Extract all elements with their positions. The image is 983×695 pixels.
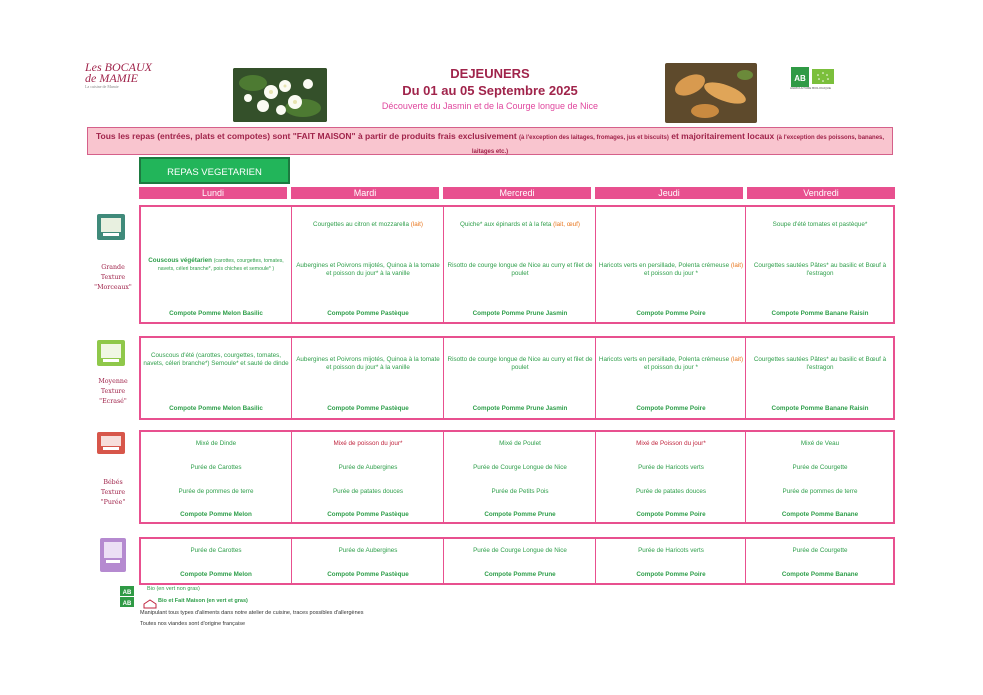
grande-vendredi-compote: Compote Pomme Banane Raisin (771, 310, 869, 317)
bebes-mercredi-cell (443, 432, 596, 522)
company-logo (85, 62, 155, 89)
bebes-mercredi-compote: Compote Pomme Prune (484, 511, 556, 518)
mini-mercredi-cell (443, 539, 596, 583)
house-icon (143, 596, 157, 606)
jasmin-photo (233, 68, 327, 122)
banner-note-a: (à l'exception des laitages, fromages, jus et biscuits) (519, 135, 669, 141)
bebes-jeudi-legume: Purée de Haricots verts (638, 464, 704, 471)
mini-mardi-legume: Purée de Aubergines (338, 547, 398, 554)
bebes-lundi-legume: Purée de Carottes (190, 464, 242, 471)
bebes-texture-icon (97, 432, 125, 454)
grande-label-line2: Texture (100, 274, 126, 281)
bebes-lundi-compote: Compote Pomme Melon (180, 511, 252, 518)
legend-bio: Bio (en vert non gras) (147, 586, 200, 592)
grande-jeudi-plat-a: Haricots verts en persillade, Polenta crémeuse (598, 262, 730, 269)
mini-lundi-cell (141, 539, 291, 583)
bebes-vendredi-compote: Compote Pomme Banane (781, 511, 859, 518)
moyenne-vendredi-plat: Courgettes sautées Pâtes* au basilic et Bœuf à l'estragon (753, 356, 887, 371)
page-title: DEJEUNERS (450, 66, 530, 81)
mini-vendredi-compote: Compote Pomme Banane (781, 571, 859, 578)
bio-logo (790, 66, 836, 90)
bebes-mardi-feculent: Purée de patates douces (332, 488, 404, 495)
bio-logo-caption: AGRICULTURE BIOLOGIQUE (790, 86, 831, 90)
grande-jeudi-cell (595, 207, 746, 322)
bebes-label-line3: "Purée" (100, 499, 126, 506)
mini-jeudi-cell (595, 539, 746, 583)
legend-allergens: Manipulant tous types d'aliments dans notre atelier de cuisine, traces possibles d'allergènes (140, 610, 364, 616)
fait-maison-banner (87, 127, 893, 155)
bebes-mercredi-proteine: Mixé de Poulet (499, 440, 541, 447)
moyenne-jeudi-plat (598, 356, 744, 372)
grande-mardi-cell (291, 207, 444, 322)
day-header-lundi: Lundi (139, 187, 287, 199)
bebes-vendredi-legume: Purée de Courgette (792, 464, 848, 471)
mini-texture-block (139, 537, 895, 585)
bebes-label-line2: Texture (100, 489, 126, 496)
bebes-jeudi-proteine: Mixé de Poisson du jour* (636, 440, 706, 447)
bebes-mardi-legume: Purée de Aubergines (338, 464, 398, 471)
grande-mardi-entree-text: Courgettes au citron et mozzarella (313, 221, 409, 228)
grande-texture-label (83, 263, 143, 293)
bebes-texture-block (139, 430, 895, 524)
bebes-vendredi-cell (745, 432, 894, 522)
moyenne-jeudi-cell (595, 338, 746, 418)
legend-origin: Toutes nos viandes sont d'origine française (140, 621, 246, 627)
grande-mercredi-entree-text: Quiche* aux épinards et à la feta (459, 221, 552, 228)
courge-photo (665, 63, 757, 123)
moyenne-mardi-cell (291, 338, 444, 418)
mini-lundi-legume: Purée de Carottes (190, 547, 242, 554)
grande-lundi-cell (141, 207, 291, 322)
svg-text:AB: AB (122, 590, 132, 596)
moyenne-mercredi-plat: Risotto de courge longue de Nice au curry et filet de poulet (447, 356, 593, 371)
bebes-vendredi-proteine: Mixé de Veau (800, 440, 840, 447)
bebes-jeudi-cell (595, 432, 746, 522)
grande-lundi-plat-main: Couscous végétarien (148, 257, 212, 264)
grande-lundi-compote: Compote Pomme Melon Basilic (169, 310, 263, 317)
grande-mercredi-plat: Risotto de courge longue de Nice au curry et filet de poulet (447, 262, 593, 277)
moyenne-vendredi-cell (745, 338, 894, 418)
menu-title-block (330, 66, 650, 113)
date-range: Du 01 au 05 Septembre 2025 (402, 83, 578, 98)
bebes-mercredi-feculent: Purée de Petits Pois (491, 488, 549, 495)
bebes-mercredi-legume: Purée de Courge Longue de Nice (473, 464, 567, 471)
grande-mercredi-compote: Compote Pomme Prune Jasmin (472, 310, 568, 317)
grande-label-line1: Grande (101, 264, 125, 271)
svg-text:AB: AB (122, 601, 132, 607)
bio-legend-icon (120, 586, 140, 606)
discovery-subtitle: Découverte du Jasmin et de la Courge longue de Nice (381, 101, 599, 111)
moyenne-lundi-cell (141, 338, 291, 418)
bebes-mardi-proteine: Mixé de poisson du jour* (333, 440, 403, 447)
grande-mercredi-cell (443, 207, 596, 322)
bebes-vendredi-feculent: Purée de pommes de terre (782, 488, 858, 495)
moyenne-mercredi-compote: Compote Pomme Prune Jasmin (472, 405, 568, 412)
bebes-texture-label (83, 478, 143, 508)
moyenne-mardi-compote: Compote Pomme Pastèque (327, 405, 409, 412)
logo-line2: de MAMIE (85, 71, 138, 85)
mini-texture-icon (100, 538, 126, 572)
grande-lundi-plat-detail: (carottes, courgettes, tomates, navets, céleri branche*, pois chiches et semoule* ) (157, 258, 284, 272)
grande-mercredi-entree (446, 221, 594, 229)
grande-vendredi-entree: Soupe d'été tomates et pastèque* (772, 221, 868, 228)
mini-vendredi-cell (745, 539, 894, 583)
grande-jeudi-compote: Compote Pomme Poire (636, 310, 706, 317)
moyenne-lundi-compote: Compote Pomme Melon Basilic (169, 405, 263, 412)
bebes-mardi-cell (291, 432, 444, 522)
bebes-jeudi-compote: Compote Pomme Poire (636, 511, 706, 518)
day-header-mardi: Mardi (291, 187, 439, 199)
banner-main-a: Tous les repas (entrées, plats et compotes) sont "FAIT MAISON" à partir de produits frais exclusivement (95, 131, 517, 141)
moyenne-jeudi-plat-a: Haricots verts en persillade, Polenta crémeuse (598, 356, 730, 363)
grande-mardi-plat: Aubergines et Poivrons mijotés, Quinoa à la tomate et poisson du jour* à la vanille (296, 262, 440, 277)
mini-mardi-cell (291, 539, 444, 583)
grande-vendredi-plat: Courgettes sautées Pâtes* au basilic et Bœuf à l'estragon (753, 262, 887, 277)
day-header-vendredi: Vendredi (747, 187, 895, 199)
bebes-mardi-compote: Compote Pomme Pastèque (327, 511, 409, 518)
grande-mardi-compote: Compote Pomme Pastèque (327, 310, 409, 317)
moyenne-label-line2: Texture (100, 388, 126, 395)
vegetarian-meal-badge: REPAS VEGETARIEN (139, 157, 290, 184)
banner-note-b: (à l'exception des poissons, bananes, laitages etc.) (471, 135, 885, 155)
svg-text:AB: AB (794, 74, 806, 83)
day-header-mercredi: Mercredi (443, 187, 591, 199)
day-header-row (139, 187, 895, 199)
mini-lundi-compote: Compote Pomme Melon (180, 571, 252, 578)
bebes-lundi-cell (141, 432, 291, 522)
mini-jeudi-legume: Purée de Haricots verts (638, 547, 704, 554)
moyenne-lundi-plat: Couscous d'été (carottes, courgettes, tomates, navets, céleri branche*) Semoule* et sauté de dinde (143, 352, 289, 367)
grande-mercredi-entree-tag: (lait, œuf) (553, 221, 581, 228)
grande-jeudi-plat-tag: (lait) (730, 262, 744, 269)
banner-main-b: et majoritairement locaux (671, 131, 775, 141)
grande-vendredi-cell (745, 207, 894, 322)
moyenne-mardi-plat: Aubergines et Poivrons mijotés, Quinoa à la tomate et poisson du jour* à la vanille (296, 356, 440, 371)
moyenne-jeudi-plat-b: et poisson du jour * (644, 364, 698, 371)
legend-bio-fait-maison: Bio et Fait Maison (en vert et gras) (158, 598, 248, 604)
moyenne-texture-block (139, 336, 895, 420)
moyenne-label-line1: Moyenne (98, 378, 128, 385)
grande-mardi-entree (294, 221, 442, 229)
moyenne-label-line3: "Ecrasé" (99, 398, 127, 405)
bebes-label-line1: Bébés (103, 479, 123, 486)
moyenne-mercredi-cell (443, 338, 596, 418)
day-header-jeudi: Jeudi (595, 187, 743, 199)
bebes-lundi-feculent: Purée de pommes de terre (178, 488, 254, 495)
grande-texture-icon (97, 214, 125, 240)
moyenne-jeudi-plat-tag: (lait) (730, 356, 744, 363)
grande-mardi-entree-tag: (lait) (410, 221, 423, 228)
logo-line1: Les BOCAUX (85, 60, 152, 74)
grande-label-line3: "Morceaux" (94, 284, 132, 291)
grande-jeudi-plat (598, 262, 744, 278)
mini-vendredi-legume: Purée de Courgette (792, 547, 848, 554)
moyenne-texture-icon (97, 340, 125, 366)
grande-jeudi-plat-b: et poisson du jour * (644, 270, 698, 277)
moyenne-vendredi-compote: Compote Pomme Banane Raisin (771, 405, 869, 412)
mini-jeudi-compote: Compote Pomme Poire (636, 571, 706, 578)
moyenne-jeudi-compote: Compote Pomme Poire (636, 405, 706, 412)
bebes-jeudi-feculent: Purée de patates douces (635, 488, 707, 495)
mini-mardi-compote: Compote Pomme Pastèque (327, 571, 409, 578)
logo-tagline: La cuisine de Mamie (85, 84, 119, 89)
mini-mercredi-compote: Compote Pomme Prune (484, 571, 556, 578)
bebes-lundi-proteine: Mixé de Dinde (195, 440, 237, 447)
mini-mercredi-legume: Purée de Courge Longue de Nice (473, 547, 567, 554)
moyenne-texture-label (83, 377, 143, 407)
grande-texture-block (139, 205, 895, 324)
grande-lundi-plat (143, 257, 289, 273)
